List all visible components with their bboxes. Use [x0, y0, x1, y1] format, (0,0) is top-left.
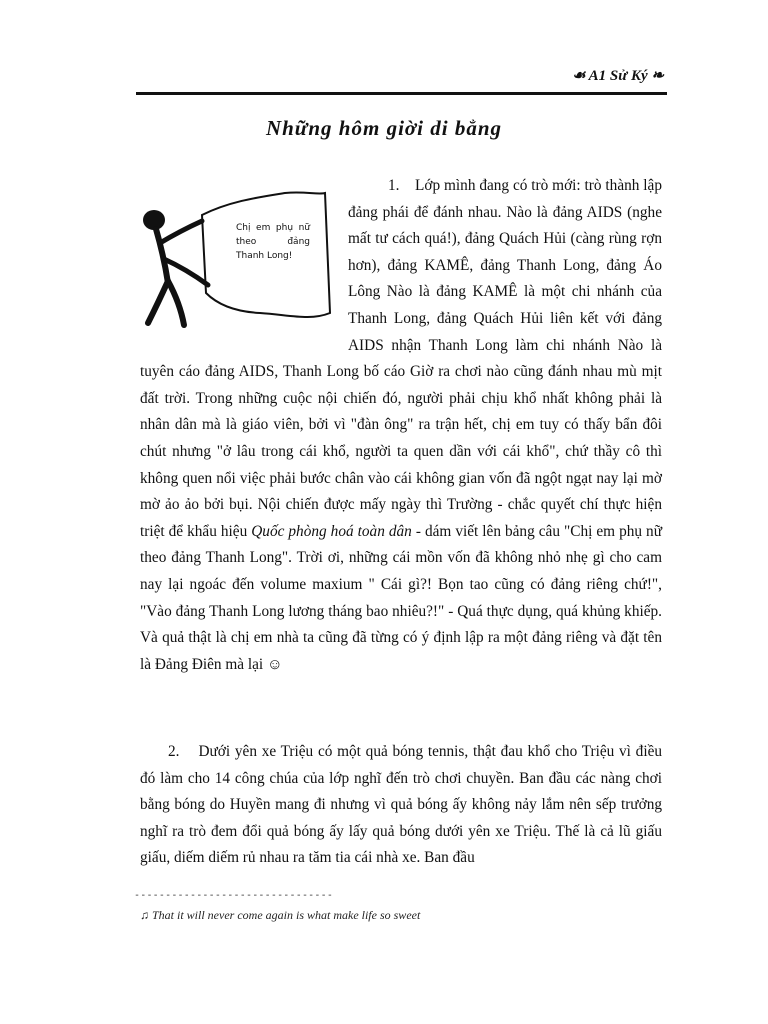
running-header	[572, 66, 664, 85]
footnote-separator: --------------------------------	[134, 890, 334, 901]
paragraph-1-text-a: Lớp mình đang có trò mới: trò thành lập đảng phái để đánh nhau. Nào là đảng AIDS (nghe mất tư cách quá!), đảng Quách Hủi (càng rùng rợn hơn), đảng KAMÊ, đảng Thanh Long, đảng Áo Lông Nào là đảng KAMÊ là một chi nhánh của Thanh Long, đảng Quách Hủi liên kết với đảng AIDS nhận Thanh Long làm chi nhánh Nào là tuyên cáo đảng AIDS, Thanh Long bố cáo Giờ ra chơi nào cũng đánh nhau mù mịt đất trời. Trong những cuộc nội chiến đó, người phải chịu khổ nhất không phải là nhân dân mà là giáo viên, bởi vì "đàn ông" ra trận hết, chị em tuy có thấy bẩn đôi chút nhưng "ở lâu trong cái khổ, người ta quen dần với cái khổ", chứ thầy cô thì không quen nổi việc phải bước chân vào cái không gian vốn đã ngột ngạt nay lại mờ mờ ảo ảo bởi bụi. Nội chiến được mấy ngày thì Trường - chắc quyết chí thực hiện triệt để khẩu hiệu	[140, 177, 662, 540]
flag-figure	[140, 173, 340, 333]
footnote: ♫ That it will never come again is what make life so sweet	[140, 908, 421, 922]
paragraph-1-text-b: - dám viết lên bảng câu "Chị em phụ nữ theo đảng Thanh Long". Trời ơi, những cái mồn vốn đã không nhỏ nhẹ gì cho cam nay lại ngoác đến volume maxium " Cái gì?! Bọn tao cũng có đảng riêng chứ!", "Vào đảng Thanh Long lương tháng bao nhiêu?!" - Quá thực dụng, quá khủng khiếp. Và quả thật là chị em nhà ta cũng đã từng có ý định lập ra một đảng riêng và đặt tên là Đảng Điên mà lại ☺	[140, 522, 662, 673]
header-ornament-left: ☙	[572, 68, 589, 84]
paragraph-2	[140, 739, 662, 872]
paragraph-1	[140, 173, 662, 678]
header-text: A1 Sử Ký	[588, 68, 648, 84]
page-title: Những hôm giời di bẳng	[265, 116, 503, 140]
header-ornament-right: ❧	[647, 68, 664, 84]
header-rule	[136, 92, 667, 95]
paragraph-1-number: 1.	[388, 177, 400, 194]
flag-text: Chị em phụ nữ theo đảng Thanh Long!	[236, 223, 310, 261]
paragraph-2-text: Dưới yên xe Triệu có một quả bóng tennis, thật đau khổ cho Triệu vì điều đó làm cho 14 công chúa của lớp nghĩ đến trò chơi chuyền. Ban đầu các nàng chơi bằng bóng do Huyền mang đi nhưng vì quả bóng ấy không nảy lắm nên sếp trưởng nghĩ ra trò đem đổi quả bóng ấy lấy quả bóng dưới yên xe Triệu. Thế là cả lũ giấu giấu, diếm diếm rủ nhau ra tăm tia cái nhà xe. Ban đầu	[140, 743, 663, 867]
paragraph-1-italic: Quốc phòng hoá toàn dân	[251, 522, 412, 540]
paragraph-2-number: 2.	[168, 743, 180, 760]
